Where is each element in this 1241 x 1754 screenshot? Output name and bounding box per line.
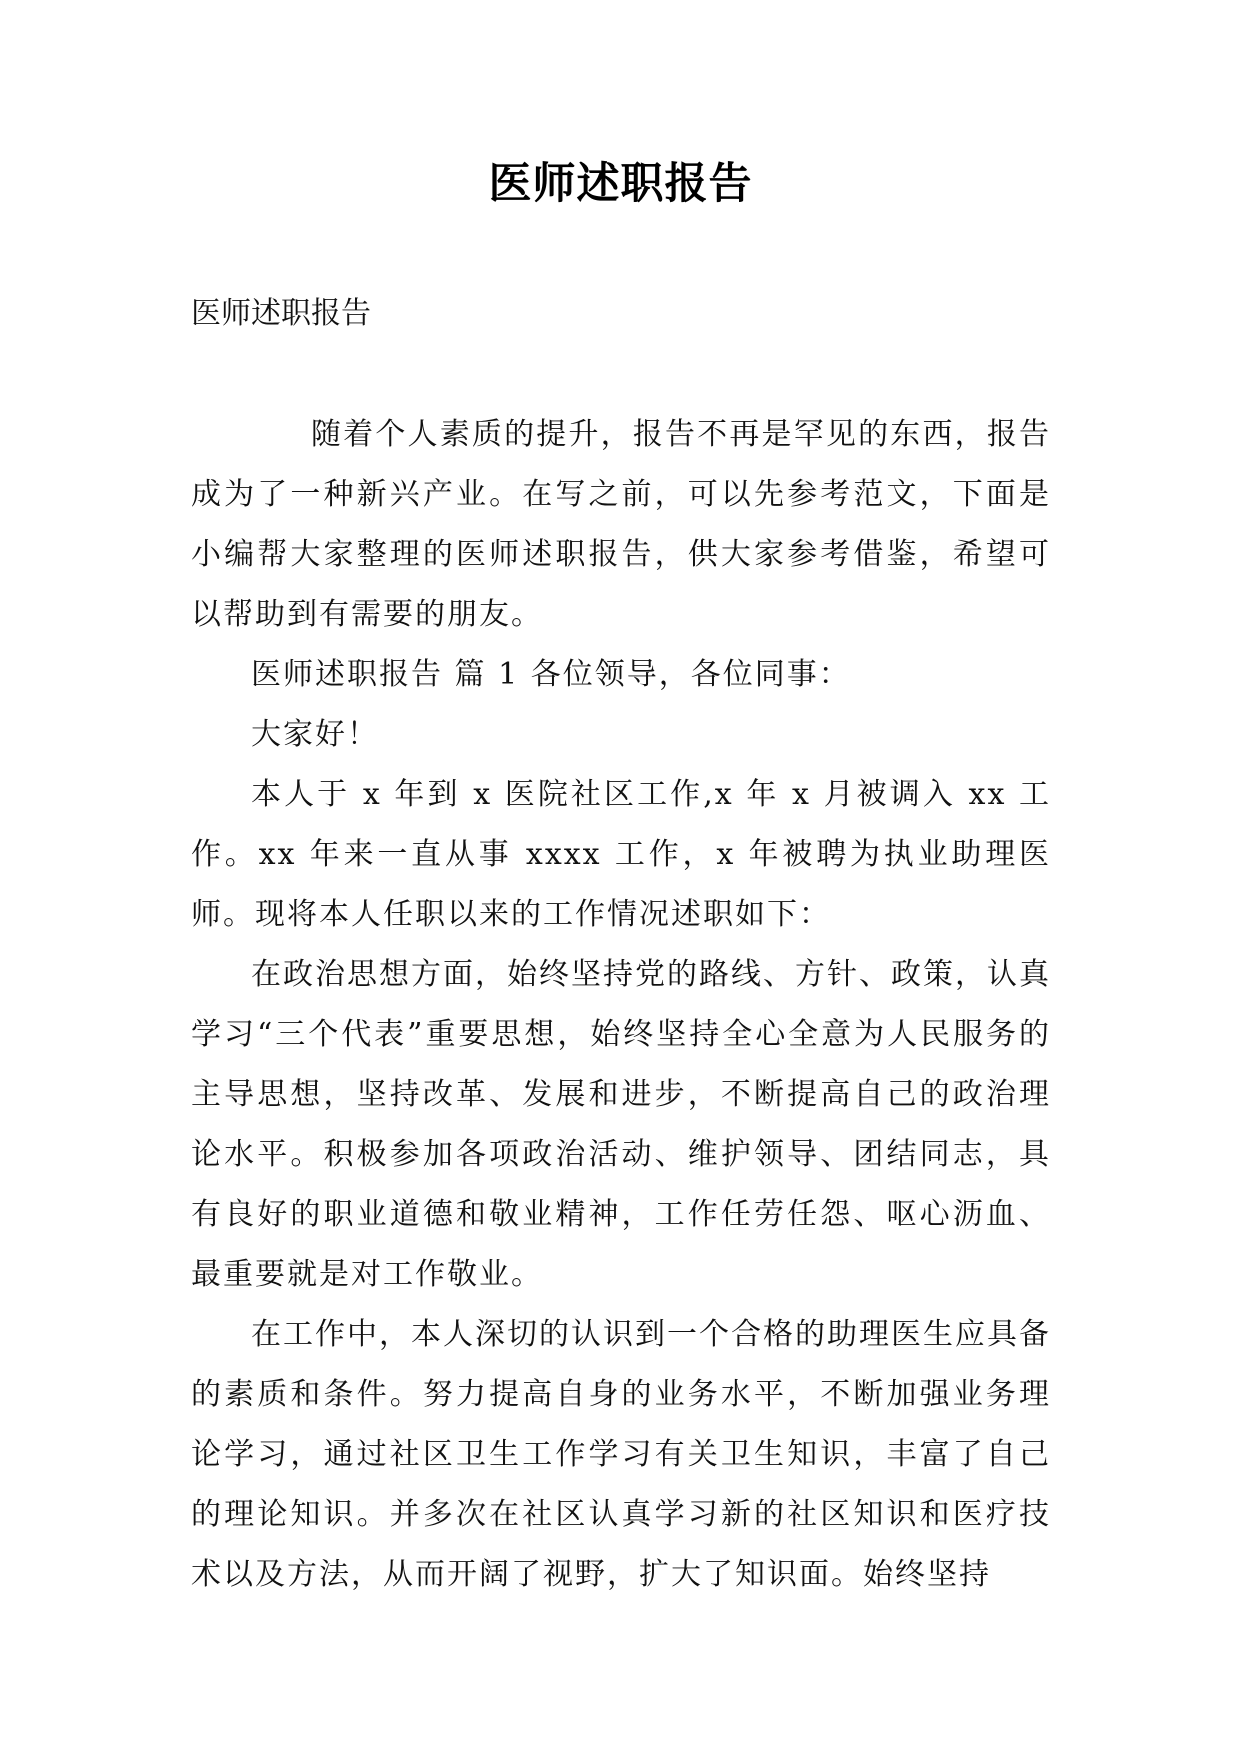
intro-paragraph: 随着个人素质的提升，报告不再是罕见的东西，报告成为了一种新兴产业。在写之前，可以先参考范文，下面是小编帮大家整理的医师述职报告，供大家参考借鉴，希望可以帮助到有需要的朋友。 — [191, 417, 1051, 632]
political-thought-paragraph: 在政治思想方面，始终坚持党的路线、方针、政策，认真学习“三个代表”重要思想，始终坚持全心全意为人民服务的主导思想，坚持改革、发展和进步，不断提高自己的政治理论水平。积极参加各项政治活动、维护领导、团结同志，具有良好的职业道德和敬业精神，工作任劳任怨、呕心沥血、最重要就是对工作敬业。 — [191, 957, 1051, 1292]
work-history-paragraph: 本人于 x 年到 x 医院社区工作,x 年 x 月被调入 xx 工作。xx 年来一直从事 xxxx 工作，x 年被聘为执业助理医师。现将本人任职以来的工作情况述职如下： — [191, 777, 1051, 932]
report-heading-paragraph: 医师述职报告 篇 1 各位领导，各位同事： — [251, 657, 851, 692]
document-body — [191, 405, 1051, 1605]
greeting-paragraph: 大家好！ — [251, 717, 379, 752]
work-performance-paragraph: 在工作中，本人深切的认识到一个合格的助理医生应具备的素质和条件。努力提高自身的业务水平，不断加强业务理论学习，通过社区卫生工作学习有关卫生知识，丰富了自己的理论知识。并多次在社区认真学习新的社区知识和医疗技术以及方法，从而开阔了视野，扩大了知识面。始终坚持 — [191, 1317, 1051, 1592]
document-subtitle: 医师述职报告 — [191, 296, 371, 331]
document-title: 医师述职报告 — [488, 159, 753, 209]
